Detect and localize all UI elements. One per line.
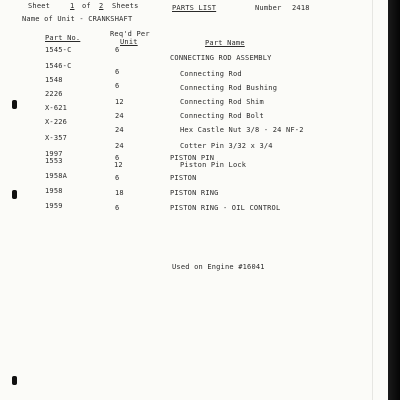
quantity: 6 (115, 154, 120, 162)
punch-hole (12, 376, 17, 385)
table-row (0, 202, 388, 220)
column-header-part-no: Part No. (45, 34, 81, 42)
sheet-of: of (82, 2, 91, 10)
part-name: PISTON PIN (170, 154, 215, 162)
part-number: X-357 (45, 134, 68, 142)
part-number: 1548 (45, 76, 63, 84)
quantity: 24 (115, 112, 124, 120)
column-header-reqd-line1: Req'd Per (110, 30, 150, 38)
part-number: 1997 (45, 150, 63, 158)
column-header-part-name: Part Name (205, 39, 245, 47)
table-row (0, 150, 388, 170)
quantity: 12 (115, 98, 124, 106)
quantity: 6 (115, 46, 120, 54)
number-label: Number (255, 4, 282, 12)
part-name: Hex Castle Nut 3/8 - 24 NF-2 (180, 126, 304, 134)
quantity: 6 (115, 204, 120, 212)
unit-name-line: Name of Unit - CRANKSHAFT (22, 15, 133, 23)
number-value: 2418 (292, 4, 310, 12)
sheet-total: 2 (99, 2, 104, 10)
part-name: PISTON (170, 174, 197, 182)
part-number: X-621 (45, 104, 68, 112)
part-name: Piston Pin Lock (180, 161, 247, 169)
quantity: 6 (115, 82, 120, 90)
column-header-reqd-line2: Unit (120, 38, 138, 46)
part-number: 1958A (45, 172, 68, 180)
document-title: PARTS LIST (172, 4, 217, 12)
part-number: 1959 (45, 202, 63, 210)
punch-hole (12, 100, 17, 109)
part-name: PISTON RING (170, 189, 219, 197)
sheet-prefix: Sheet (28, 2, 51, 10)
quantity: 6 (115, 174, 120, 182)
part-number: 1545-C (45, 46, 72, 54)
part-name: PISTON RING - OIL CONTROL (170, 204, 281, 212)
part-name: Cotter Pin 3/32 x 3/4 (180, 142, 273, 150)
scan-background-edge (388, 0, 400, 400)
punch-hole (12, 190, 17, 199)
sheet-number: 1 (70, 2, 75, 10)
part-number: X-226 (45, 118, 68, 126)
quantity: 24 (115, 126, 124, 134)
part-number: 1553 (45, 157, 63, 165)
part-name: Connecting Rod (180, 70, 242, 78)
part-name: CONNECTING ROD ASSEMBLY (170, 54, 272, 62)
quantity: 6 (115, 68, 120, 76)
sheets-word: Sheets (112, 2, 139, 10)
part-name: Connecting Rod Bolt (180, 112, 264, 120)
part-number: 1546-C (45, 62, 72, 70)
quantity: 18 (115, 189, 124, 197)
quantity: 24 (115, 142, 124, 150)
part-number: 2226 (45, 90, 63, 98)
quantity: 12 (114, 161, 123, 169)
part-name: Connecting Rod Bushing (180, 84, 278, 92)
part-name: Connecting Rod Shim (180, 98, 264, 106)
part-number: 1958 (45, 187, 63, 195)
engine-note: Used on Engine #16041 (172, 263, 265, 271)
